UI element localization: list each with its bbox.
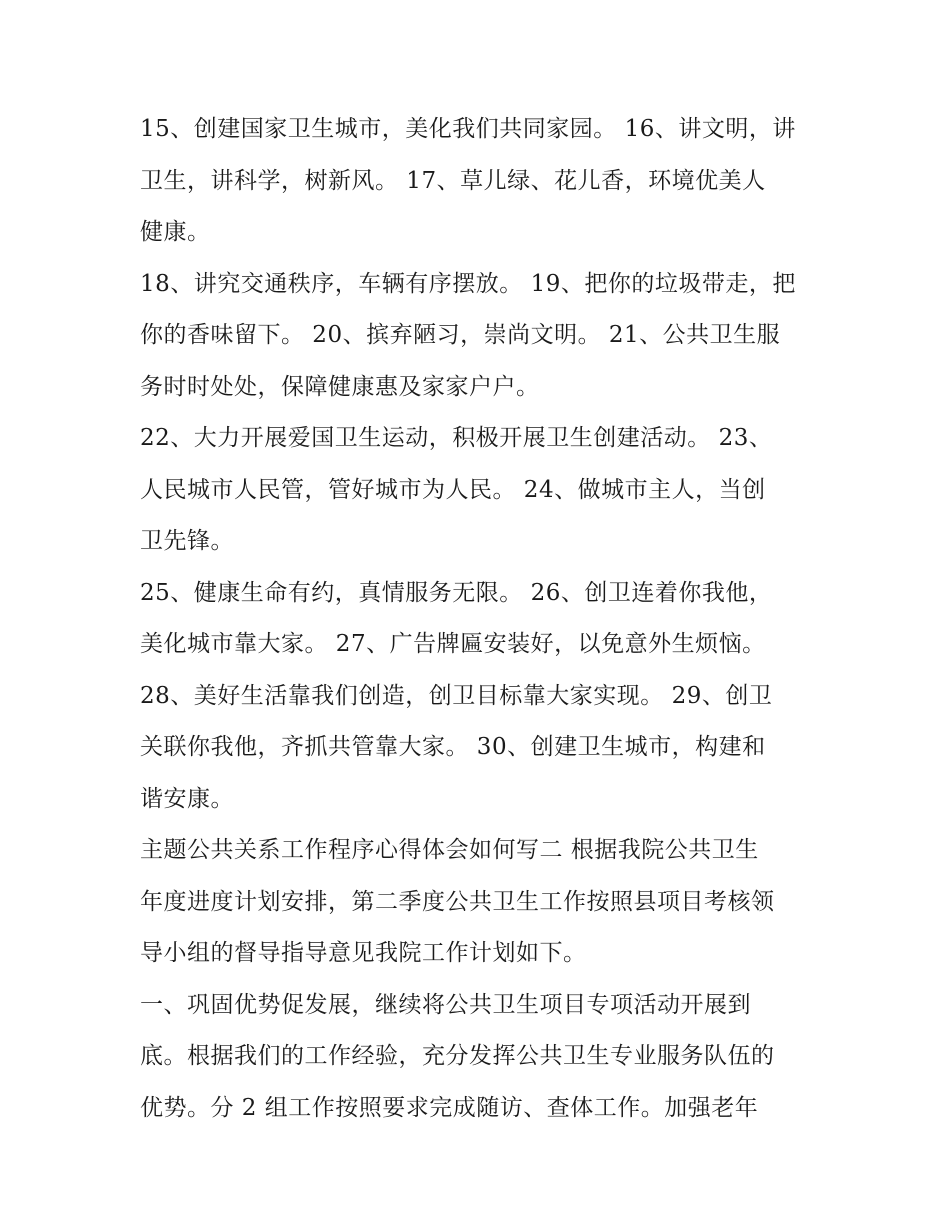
text-line: 关联你我他，齐抓共管靠大家。 30、创建卫生城市，构建和 [140,734,766,760]
text-line: 你的香味留下。 20、摈弃陋习，崇尚文明。 21、公共卫生服 [140,322,781,348]
text-line: 底。根据我们的工作经验，充分发挥公共卫生专业服务队伍的 [140,1043,775,1069]
text-line: 主题公共关系工作程序心得体会如何写二 根据我院公共卫生 [140,837,759,863]
text-line: 谐安康。 [140,785,234,812]
paragraph-section-one [140,980,820,1135]
paragraph-slogans-15-17 [140,104,820,259]
paragraph-slogans-22-24 [140,413,820,568]
text-line: 年度进度计划安排，第二季度公共卫生工作按照县项目考核领 [140,888,775,915]
text-line: 一、巩固优势促发展，继续将公共卫生项目专项活动开展到 [140,991,751,1018]
text-line: 务时时处处，保障健康惠及家家户户。 [140,373,540,400]
text-line: 22、大力开展爱国卫生运动，积极开展卫生创建活动。 23、 [140,425,773,451]
text-line: 卫生，讲科学，树新风。 17、草儿绿、花儿香，环境优美人 [140,167,766,194]
text-line: 25、健康生命有约，真情服务无限。 26、创卫连着你我他， [140,579,773,606]
text-line: 健康。 [140,219,211,245]
text-line: 28、美好生活靠我们创造，创卫目标靠大家实现。 29、创卫 [140,682,773,709]
text-line: 15、创建国家卫生城市，美化我们共同家园。 16、讲文明，讲 [140,116,796,142]
text-line: 18、讲究交通秩序，车辆有序摆放。 19、把你的垃圾带走，把 [140,270,796,297]
document-body [140,104,820,1134]
text-line: 人民城市人民管，管好城市为人民。 24、做城市主人，当创 [140,476,766,503]
paragraph-slogans-25-27 [140,568,820,671]
text-line: 美化城市靠大家。 27、广告牌匾安装好，以免意外生烦恼。 [140,631,766,657]
text-line: 导小组的督导指导意见我院工作计划如下。 [140,940,587,966]
paragraph-slogans-18-21 [140,259,820,414]
paragraph-slogans-28-30 [140,671,820,826]
text-line: 卫先锋。 [140,528,234,554]
text-line: 优势。分 2 组工作按照要求完成随访、查体工作。加强老年 [140,1094,759,1121]
paragraph-work-plan-intro [140,825,820,980]
